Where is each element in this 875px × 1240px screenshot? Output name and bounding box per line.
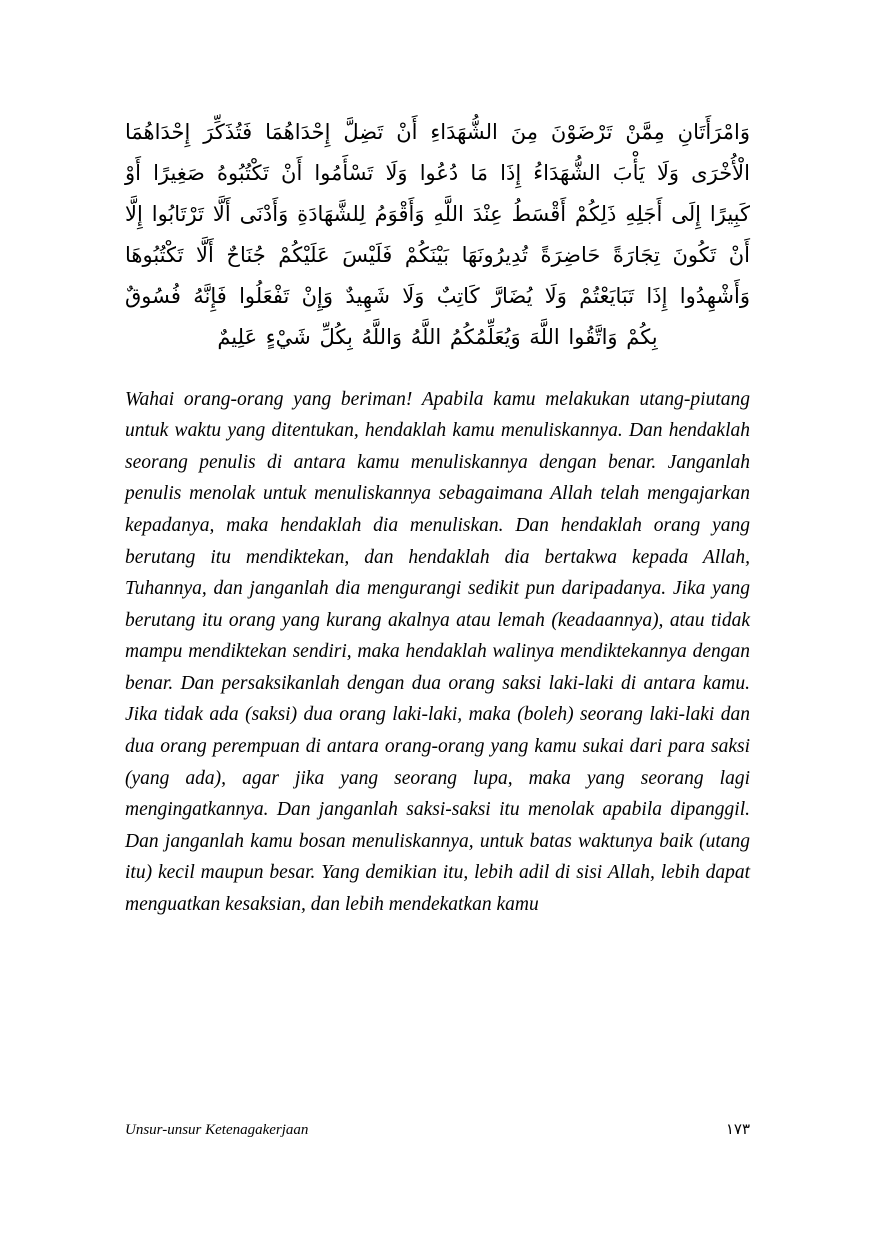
arabic-line: الْأُخْرَى وَلَا يَأْبَ الشُّهَدَاءُ إِذَا مَا دُعُوا وَلَا تَسْأَمُوا أَنْ تَكْتُبُوهُ صَغِيرًا أَوْ (125, 160, 750, 185)
arabic-line: كَبِيرًا إِلَى أَجَلِهِ ذَلِكُمْ أَقْسَطُ عِنْدَ اللَّهِ وَأَقْوَمُ لِلشَّهَادَةِ وَأَدْنَى أَلَّا تَرْتَابُوا إِلَّا (125, 201, 750, 226)
translation-paragraph: Wahai orang-orang yang beriman! Apabila kamu melakukan utang-piutang untuk waktu yang ditentukan, hendaklah kamu menuliskannya. Dan hendaklah seorang penulis di antara kamu menuliskannya dengan benar. Janganlah penulis menolak untuk menuliskannya sebagaimana Allah telah mengajarkan kepadanya, maka hendaklah dia menuliskan. Dan hendaklah orang yang berutang itu mendiktekan, dan hendaklah dia bertakwa kepada Allah, Tuhannya, dan janganlah dia mengurangi sedikit pun daripadanya. Jika yang berutang itu orang yang kurang akalnya atau lemah (keadaannya), atau tidak mampu mendiktekan sendiri, maka hendaklah walinya mendiktekannya dengan benar. Dan persaksikanlah dengan dua orang saksi laki-laki di antara kamu. Jika tidak ada (saksi) dua orang laki-laki, maka (boleh) seorang laki-laki dan dua orang perempuan di antara orang-orang yang kamu sukai dari para saksi (yang ada), agar jika yang seorang lupa, maka yang seorang lagi mengingatkannya. Dan janganlah saksi-saksi itu menolak apabila dipanggil. Dan janganlah kamu bosan menuliskannya, untuk batas waktunya baik (utang itu) kecil maupun besar. Yang demikian itu, lebih adil di sisi Allah, lebih dapat menguatkan kesaksian, dan lebih mendekatkan kamu (125, 388, 750, 915)
arabic-quran-passage (125, 112, 750, 358)
page-content (125, 112, 750, 920)
arabic-line: وَأَشْهِدُوا إِذَا تَبَايَعْتُمْ وَلَا يُضَارَّ كَاتِبٌ وَلَا شَهِيدٌ وَإِنْ تَفْعَلُوا فَإِنَّهُ فُسُوقٌ (125, 283, 750, 308)
page-number: ١٧٣ (725, 1120, 750, 1138)
arabic-line: أَنْ تَكُونَ تِجَارَةً حَاضِرَةً تُدِيرُونَهَا بَيْنَكُمْ فَلَيْسَ عَلَيْكُمْ جُنَاحٌ أَلَّا تَكْتُبُوهَا (125, 242, 750, 267)
arabic-line: بِكُمْ وَاتَّقُوا اللَّهَ وَيُعَلِّمُكُمُ اللَّهُ وَاللَّهُ بِكُلِّ شَيْءٍ عَلِيمٌ (217, 324, 658, 349)
page-footer (125, 1120, 750, 1139)
running-title: Unsur-unsur Ketenagakerjaan (125, 1122, 309, 1138)
arabic-line: وَامْرَأَتَانِ مِمَّنْ تَرْضَوْنَ مِنَ الشُّهَدَاءِ أَنْ تَضِلَّ إِحْدَاهُمَا فَتُذَكِّرَ إِحْدَاهُمَا (125, 120, 750, 144)
